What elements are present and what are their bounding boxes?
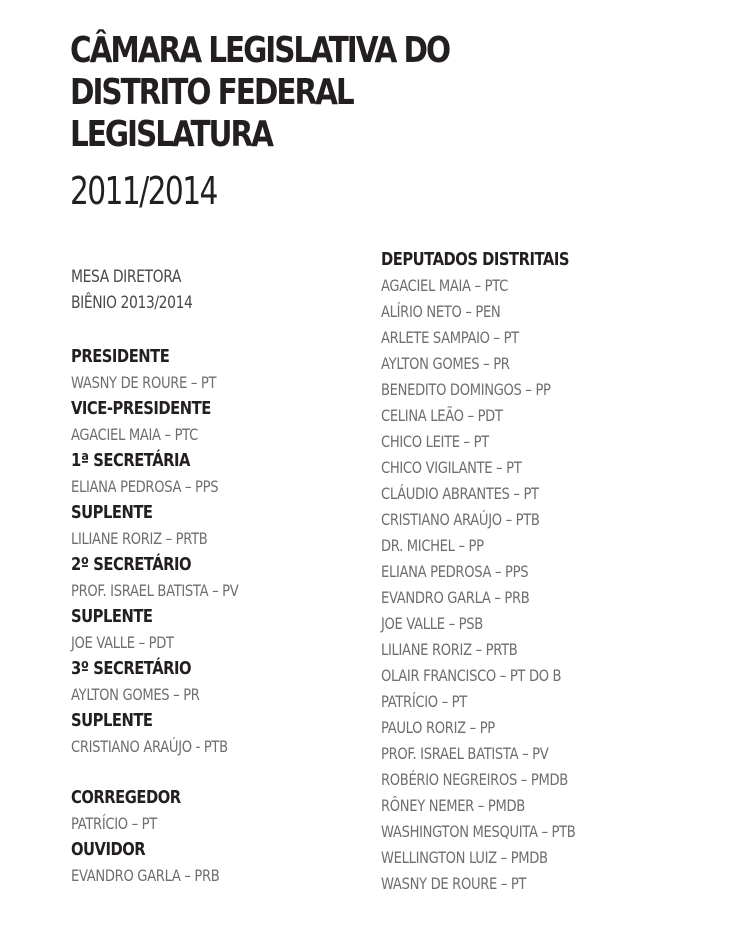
role-suplente: SUPLENTE	[71, 710, 153, 731]
list-item: WASHINGTON MESQUITA – PTB	[381, 822, 576, 841]
deputados-section	[381, 247, 721, 897]
list-item: CRISTIANO ARAÚJO – PTB	[381, 510, 540, 529]
list-item: ALÍRIO NETO – PEN	[381, 302, 501, 321]
list-item: AYLTON GOMES – PR	[381, 354, 510, 373]
list-item: DR. MICHEL – PP	[381, 536, 484, 555]
mesa-diretora-section	[71, 264, 361, 889]
legislature-years: 2011/2014	[70, 169, 217, 213]
mesa-title: MESA DIRETORA	[71, 267, 182, 287]
deputados-heading: DEPUTADOS DISTRITAIS	[381, 249, 569, 270]
deputados-list	[381, 273, 721, 897]
member-name: EVANDRO GARLA – PRB	[71, 866, 220, 885]
list-item: PATRÍCIO – PT	[381, 692, 467, 711]
list-item: RÔNEY NEMER – PMDB	[381, 796, 525, 815]
member-name: WASNY DE ROURE – PT	[71, 373, 217, 392]
member-name: JOE VALLE – PDT	[71, 633, 174, 652]
member-name: ELIANA PEDROSA – PPS	[71, 477, 219, 496]
list-item: CHICO LEITE – PT	[381, 432, 489, 451]
list-item: ELIANA PEDROSA – PPS	[381, 562, 529, 581]
member-name: PATRÍCIO – PT	[71, 814, 157, 833]
member-name: CRISTIANO ARAÚJO - PTB	[71, 737, 228, 756]
member-name: AYLTON GOMES – PR	[71, 685, 200, 704]
role-ouvidor: OUVIDOR	[71, 839, 146, 860]
member-name: AGACIEL MAIA – PTC	[71, 425, 198, 444]
spacer	[71, 760, 361, 785]
list-item: OLAIR FRANCISCO – PT DO B	[381, 666, 562, 685]
member-name: PROF. ISRAEL BATISTA – PV	[71, 581, 239, 600]
list-item: PAULO RORIZ – PP	[381, 718, 495, 737]
list-item: WASNY DE ROURE – PT	[381, 874, 527, 893]
list-item: CLÁUDIO ABRANTES – PT	[381, 484, 539, 503]
role-suplente: SUPLENTE	[71, 502, 153, 523]
role-suplente: SUPLENTE	[71, 606, 153, 627]
role-corregedor: CORREGEDOR	[71, 787, 181, 808]
role-primeira-secretaria: 1ª SECRETÁRIA	[71, 450, 190, 471]
title-line: DISTRITO FEDERAL	[70, 72, 353, 113]
role-segundo-secretario: 2º SECRETÁRIO	[71, 554, 192, 575]
role-vice-presidente: VICE-PRESIDENTE	[71, 398, 211, 419]
list-item: ROBÉRIO NEGREIROS – PMDB	[381, 770, 568, 789]
list-item: PROF. ISRAEL BATISTA – PV	[381, 744, 549, 763]
title-line: CÂMARA LEGISLATIVA DO	[70, 30, 450, 71]
list-item: CHICO VIGILANTE – PT	[381, 458, 522, 477]
list-item: WELLINGTON LUIZ – PMDB	[381, 848, 548, 867]
list-item: JOE VALLE – PSB	[381, 614, 483, 633]
role-presidente: PRESIDENTE	[71, 346, 170, 367]
spacer	[71, 316, 361, 344]
list-item: ARLETE SAMPAIO – PT	[381, 328, 519, 347]
list-item: CELINA LEÃO – PDT	[381, 406, 503, 425]
list-item: EVANDRO GARLA – PRB	[381, 588, 530, 607]
list-item: LILIANE RORIZ – PRTB	[381, 640, 518, 659]
mesa-period: BIÊNIO 2013/2014	[71, 293, 193, 313]
list-item: BENEDITO DOMINGOS – PP	[381, 380, 551, 399]
page-title	[70, 30, 449, 156]
role-terceiro-secretario: 3º SECRETÁRIO	[71, 658, 192, 679]
member-name: LILIANE RORIZ – PRTB	[71, 529, 208, 548]
list-item: AGACIEL MAIA – PTC	[381, 276, 508, 295]
title-line: LEGISLATURA	[70, 114, 272, 155]
